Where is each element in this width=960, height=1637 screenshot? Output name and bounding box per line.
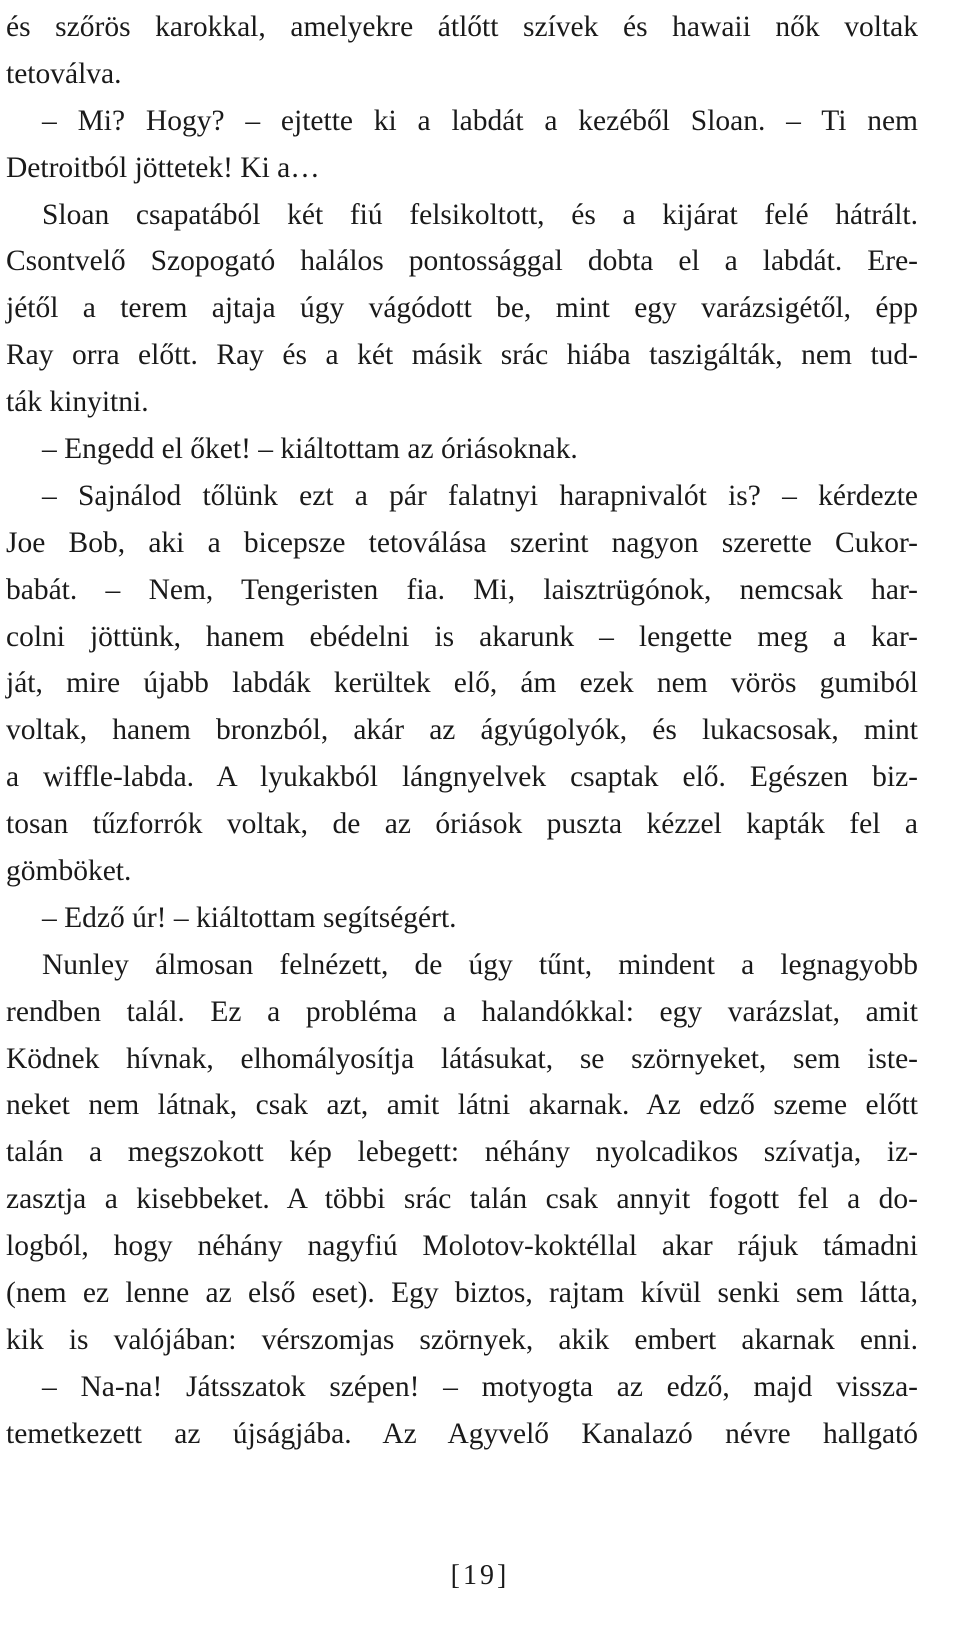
- text-line: – Mi? Hogy? – ejtette ki a labdát a kezéből Sloan. – Ti nem: [42, 104, 918, 137]
- text-line: tetoválva.: [6, 57, 122, 90]
- text-line: ták kinyitni.: [6, 386, 149, 419]
- text-line: jétől a terem ajtaja úgy vágódott be, mint egy varázsigétől, épp: [6, 292, 918, 325]
- text-line: babát. – Nem, Tengeristen fia. Mi, laisztrügónok, nemcsak har-: [6, 573, 918, 606]
- text-line: (nem ez lenne az első eset). Egy biztos, rajtam kívül senki sem látta,: [6, 1277, 918, 1310]
- body-text: [6, 4, 918, 1458]
- text-line: temetkezett az újságjába. Az Agyvelő Kanalazó névre hallgató: [6, 1417, 918, 1450]
- text-line: logból, hogy néhány nagyfiú Molotov-koktéllal akar rájuk támadni: [6, 1230, 918, 1263]
- text-line: – Sajnálod tőlünk ezt a pár falatnyi harapnivalót is? – kérdezte: [42, 479, 918, 512]
- text-line: ját, mire újabb labdák kerültek elő, ám ezek nem vörös gumiból: [6, 667, 918, 700]
- text-line: gömböket.: [6, 855, 132, 888]
- text-line: rendben talál. Ez a probléma a halandókkal: egy varázslat, amit: [6, 995, 918, 1028]
- text-line: talán a megszokott kép lebegett: néhány nyolcadikos szívatja, iz-: [6, 1136, 918, 1169]
- text-line: neket nem látnak, csak azt, amit látni akarnak. Az edző szeme előtt: [6, 1089, 918, 1122]
- page-number: [19]: [450, 1560, 510, 1591]
- text-line: Csontvelő Szopogató halálos pontossággal dobta el a labdát. Ere-: [6, 245, 918, 278]
- text-line: Ködnek hívnak, elhomályosítja látásukat, se szörnyeket, sem iste-: [6, 1042, 918, 1075]
- text-line: Joe Bob, aki a bicepsze tetoválása szerint nagyon szerette Cukor-: [6, 526, 918, 559]
- text-line: kik is valójában: vérszomjas szörnyek, akik embert akarnak enni.: [6, 1323, 918, 1356]
- text-line: – Edző úr! – kiáltottam segítségért.: [42, 901, 457, 934]
- text-line: tosan tűzforrók voltak, de az óriások puszta kézzel kapták fel a: [6, 808, 918, 841]
- text-line: zasztja a kisebbeket. A többi srác talán csak annyit fogott fel a do-: [6, 1183, 918, 1216]
- text-line: Ray orra előtt. Ray és a két másik srác hiába taszigálták, nem tud-: [6, 339, 918, 372]
- text-line: Sloan csapatából két fiú felsikoltott, és a kijárat felé hátrált.: [42, 198, 918, 231]
- text-line: Detroitból jöttetek! Ki a…: [6, 151, 320, 184]
- text-line: voltak, hanem bronzból, akár az ágyúgolyók, és lukacsosak, mint: [6, 714, 918, 747]
- text-line: – Na-na! Játsszatok szépen! – motyogta az edző, majd vissza-: [42, 1370, 918, 1403]
- text-line: a wiffle-labda. A lyukakból lángnyelvek csaptak elő. Egészen biz-: [6, 761, 918, 794]
- text-line: Nunley álmosan felnézett, de úgy tűnt, mindent a legnagyobb: [42, 948, 918, 981]
- text-line: colni jöttünk, hanem ebédelni is akarunk – lengette meg a kar-: [6, 620, 918, 653]
- text-line: és szőrös karokkal, amelyekre átlőtt szívek és hawaii nők voltak: [6, 11, 918, 43]
- text-line: – Engedd el őket! – kiáltottam az óriásoknak.: [42, 433, 578, 466]
